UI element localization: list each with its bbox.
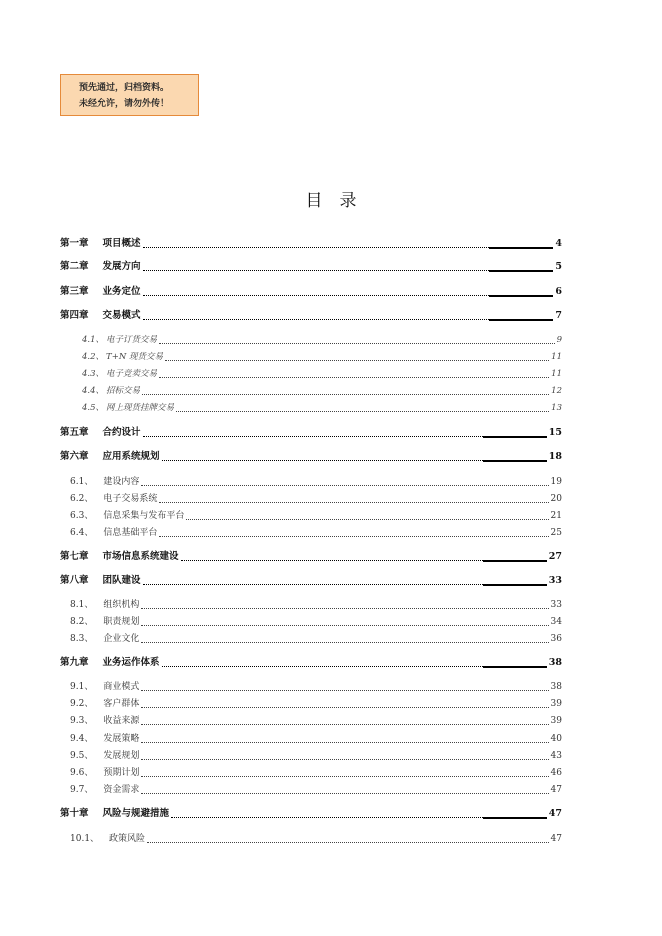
toc-entry-page: 39 bbox=[550, 716, 562, 726]
toc-entry-label: 信息基础平台 bbox=[103, 528, 158, 538]
toc-entry[interactable] bbox=[60, 425, 562, 439]
toc-entry[interactable] bbox=[60, 549, 562, 563]
toc-entry-number: 8.3、 bbox=[70, 634, 94, 644]
toc-entry[interactable] bbox=[60, 308, 562, 322]
toc-leader-dots bbox=[141, 758, 548, 760]
toc-entry-number: 4.5、 bbox=[82, 403, 105, 413]
toc-leader-dots bbox=[141, 706, 548, 708]
toc-entry-label: 资金需求 bbox=[103, 785, 140, 795]
toc-entry-label: 风险与规避措施 bbox=[102, 808, 170, 819]
toc-entry[interactable] bbox=[60, 748, 562, 762]
toc-leader-dots bbox=[176, 410, 549, 412]
toc-entry-label: 商业模式 bbox=[103, 682, 140, 692]
toc-entry-number: 6.1、 bbox=[70, 477, 94, 487]
toc-entry[interactable] bbox=[60, 597, 562, 611]
toc-entry-label: 交易模式 bbox=[102, 310, 141, 321]
toc-entry[interactable] bbox=[82, 332, 562, 346]
toc-entry-label: T+N 现货交易 bbox=[106, 352, 163, 362]
toc-entry-page: 33 bbox=[550, 600, 562, 610]
toc-leader-dots bbox=[141, 607, 548, 609]
toc-entry-page: 5 bbox=[555, 261, 562, 272]
toc-entry-page: 11 bbox=[551, 352, 562, 362]
toc-entry[interactable] bbox=[60, 765, 562, 779]
toc-entry-label: 企业文化 bbox=[103, 634, 140, 644]
toc-entry-page: 20 bbox=[550, 494, 562, 504]
toc-entry-number: 10.1、 bbox=[70, 834, 100, 844]
toc-entry-number: 4.4、 bbox=[82, 386, 105, 396]
toc-entry-label: 发展策略 bbox=[103, 734, 140, 744]
toc-entry[interactable] bbox=[60, 449, 562, 463]
toc-leader-dots bbox=[162, 665, 547, 667]
toc-leader-dots bbox=[143, 294, 554, 296]
toc-entry-page: 19 bbox=[550, 477, 562, 487]
toc-leader-dots bbox=[171, 816, 547, 818]
toc-entry[interactable] bbox=[60, 614, 562, 628]
toc-entry-page: 6 bbox=[555, 286, 562, 297]
toc-leader-dots bbox=[142, 393, 549, 395]
toc-leader-dots bbox=[162, 459, 547, 461]
toc-entry-number: 4.3、 bbox=[82, 369, 105, 379]
toc-entry-label: 职责规划 bbox=[103, 617, 140, 627]
toc-entry-page: 47 bbox=[550, 785, 562, 795]
toc-entry-number: 4.2、 bbox=[82, 352, 105, 362]
toc-entry-page: 43 bbox=[550, 751, 562, 761]
toc-entry-number: 9.1、 bbox=[70, 682, 94, 692]
toc-entry-label: 建设内容 bbox=[103, 477, 140, 487]
toc-entry-number: 6.4、 bbox=[70, 528, 94, 538]
toc-entry-page: 46 bbox=[550, 768, 562, 778]
toc-entry-label: 发展方向 bbox=[102, 261, 141, 272]
toc-entry-page: 36 bbox=[550, 634, 562, 644]
toc-entry-number: 第一章 bbox=[60, 238, 89, 249]
toc-entry-label: 电子交易系统 bbox=[103, 494, 158, 504]
toc-entry-label: 合约设计 bbox=[102, 427, 141, 438]
toc-entry-label: 项目概述 bbox=[102, 238, 141, 249]
toc-entry[interactable] bbox=[60, 696, 562, 710]
toc-entry-number: 6.2、 bbox=[70, 494, 94, 504]
notice-line-1: 预先通过，归档资料。 bbox=[79, 83, 170, 93]
toc-entry-page: 34 bbox=[550, 617, 562, 627]
toc-entry-number: 第六章 bbox=[60, 451, 89, 462]
toc-entry-label: 客户群体 bbox=[103, 699, 140, 709]
toc-entry-label: 信息采集与发布平台 bbox=[103, 511, 185, 521]
toc-leader-dots bbox=[141, 792, 548, 794]
toc-entry[interactable] bbox=[60, 508, 562, 522]
toc-entry[interactable] bbox=[60, 831, 562, 845]
toc-entry-label: 发展规划 bbox=[103, 751, 140, 761]
toc-entry-page: 47 bbox=[548, 808, 562, 819]
toc-leader-dots bbox=[143, 318, 554, 320]
toc-entry-label: 业务运作体系 bbox=[102, 657, 160, 668]
page-title: 目录 bbox=[305, 191, 374, 211]
toc-entry[interactable] bbox=[60, 491, 562, 505]
toc-leader-dots bbox=[159, 501, 548, 503]
toc-leader-dots bbox=[141, 641, 548, 643]
toc-entry-number: 第十章 bbox=[60, 808, 89, 819]
toc-entry-number: 第四章 bbox=[60, 310, 89, 321]
toc-entry-label: 预期计划 bbox=[103, 768, 140, 778]
toc-leader-dots bbox=[159, 376, 549, 378]
toc-entry-page: 11 bbox=[551, 369, 562, 379]
toc-entry-label: 业务定位 bbox=[102, 286, 141, 297]
toc-entry-page: 12 bbox=[551, 386, 562, 396]
toc-entry[interactable] bbox=[60, 525, 562, 539]
toc-entry-number: 第七章 bbox=[60, 551, 89, 562]
toc-entry[interactable] bbox=[82, 400, 562, 414]
toc-entry[interactable] bbox=[60, 631, 562, 645]
toc-entry-number: 第三章 bbox=[60, 286, 89, 297]
toc-entry-page: 4 bbox=[555, 238, 562, 249]
toc-entry-label: 招标交易 bbox=[106, 386, 141, 396]
toc-entry-page: 38 bbox=[550, 682, 562, 692]
toc-entry-label: 政策风险 bbox=[109, 834, 146, 844]
toc-entry[interactable] bbox=[60, 259, 562, 273]
toc-leader-dots bbox=[147, 841, 548, 843]
toc-entry-page: 25 bbox=[550, 528, 562, 538]
toc-entry-number: 第八章 bbox=[60, 575, 89, 586]
toc-entry[interactable] bbox=[60, 731, 562, 745]
toc-entry-label: 网上现货挂牌交易 bbox=[106, 403, 175, 413]
toc-entry[interactable] bbox=[60, 655, 562, 669]
toc-leader-dots bbox=[186, 518, 548, 520]
toc-entry-page: 7 bbox=[555, 310, 562, 321]
toc-entry[interactable] bbox=[60, 679, 562, 693]
toc-leader-dots bbox=[141, 624, 548, 626]
toc-entry[interactable] bbox=[60, 573, 562, 587]
toc-entry-number: 9.4、 bbox=[70, 734, 94, 744]
toc-entry-number: 第二章 bbox=[60, 261, 89, 272]
toc-entry-label: 组织机构 bbox=[103, 600, 140, 610]
toc-entry-number: 8.1、 bbox=[70, 600, 94, 610]
toc-leader-dots bbox=[159, 535, 548, 537]
toc-leader-dots bbox=[159, 342, 555, 344]
toc-entry-label: 电子订货交易 bbox=[106, 335, 158, 345]
toc-entry-page: 9 bbox=[556, 335, 562, 345]
toc-leader-dots bbox=[141, 775, 548, 777]
toc-entry-page: 18 bbox=[548, 451, 562, 462]
toc-entry-label: 团队建设 bbox=[102, 575, 141, 586]
toc-entry-page: 13 bbox=[551, 403, 562, 413]
toc-leader-dots bbox=[141, 689, 548, 691]
toc-leader-dots bbox=[165, 359, 549, 361]
toc-entry-page: 15 bbox=[548, 427, 562, 438]
toc-entry-number: 8.2、 bbox=[70, 617, 94, 627]
toc-entry[interactable] bbox=[82, 366, 562, 380]
toc-entry-label: 收益来源 bbox=[103, 716, 140, 726]
toc-entry[interactable] bbox=[82, 349, 562, 363]
toc-leader-dots bbox=[143, 269, 554, 271]
toc-entry-number: 9.2、 bbox=[70, 699, 94, 709]
toc-entry[interactable] bbox=[60, 474, 562, 488]
toc-entry-page: 33 bbox=[548, 575, 562, 586]
toc-entry-page: 38 bbox=[548, 657, 562, 668]
toc-entry-label: 市场信息系统建设 bbox=[102, 551, 179, 562]
toc-entry-page: 21 bbox=[550, 511, 562, 521]
toc-leader-dots bbox=[143, 246, 554, 248]
toc-entry-number: 6.3、 bbox=[70, 511, 94, 521]
toc-entry-page: 27 bbox=[548, 551, 562, 562]
toc-entry[interactable] bbox=[60, 713, 562, 727]
toc-entry[interactable] bbox=[60, 806, 562, 820]
toc-entry-page: 47 bbox=[550, 834, 562, 844]
toc-entry-number: 9.7、 bbox=[70, 785, 94, 795]
toc-entry-page: 39 bbox=[550, 699, 562, 709]
toc-entry[interactable] bbox=[60, 284, 562, 298]
toc-entry-number: 4.1、 bbox=[82, 335, 105, 345]
toc-entry-label: 电子竞卖交易 bbox=[106, 369, 158, 379]
toc-leader-dots bbox=[181, 559, 547, 561]
toc-entry-number: 9.3、 bbox=[70, 716, 94, 726]
toc-entry[interactable] bbox=[60, 782, 562, 796]
toc-entry-number: 第五章 bbox=[60, 427, 89, 438]
toc-leader-dots bbox=[143, 583, 547, 585]
toc-entry[interactable] bbox=[60, 236, 562, 250]
toc-entry-number: 9.6、 bbox=[70, 768, 94, 778]
toc-leader-dots bbox=[141, 741, 548, 743]
toc-leader-dots bbox=[141, 723, 548, 725]
notice-line-2: 未经允许，请勿外传！ bbox=[79, 99, 170, 109]
toc-entry-page: 40 bbox=[550, 734, 562, 744]
toc-leader-dots bbox=[141, 484, 548, 486]
toc-leader-dots bbox=[143, 435, 547, 437]
toc-entry[interactable] bbox=[82, 383, 562, 397]
toc-entry-number: 9.5、 bbox=[70, 751, 94, 761]
toc-entry-number: 第九章 bbox=[60, 657, 89, 668]
toc-entry-label: 应用系统规划 bbox=[102, 451, 160, 462]
